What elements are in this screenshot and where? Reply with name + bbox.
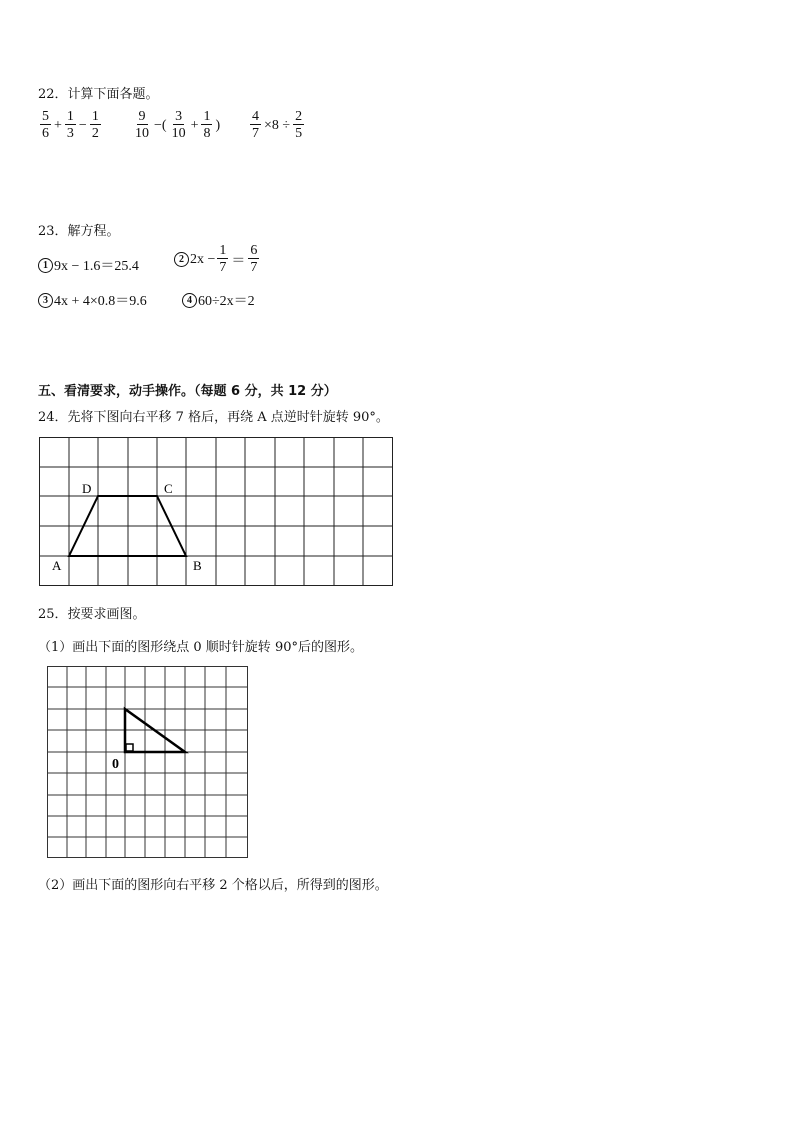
fraction: $\frac{1}{7}$ (219, 243, 227, 275)
vertex-label-a: A (52, 558, 62, 573)
q23-equation-1: 1 9x − 1.6＝25.4 (38, 255, 139, 275)
q23-equation-3: 3 4x + 4×0.8＝9.6 (38, 290, 147, 310)
point-label-o: 0 (112, 757, 119, 772)
vertex-label-c: C (164, 481, 173, 496)
q25-part-2-instruction: （2）画出下面的图形向右平移 2 个格以后，所得到的图形。 (38, 878, 388, 893)
right-angle-marker (126, 744, 133, 751)
vertex-label-d: D (82, 481, 92, 496)
q23-equation-4: 4 60÷2x＝2 (182, 290, 255, 310)
q25-title: 25．按要求画图。 (38, 607, 146, 622)
q24-title: 24．先将下图向右平移 7 格后，再绕 A 点逆时针旋转 90°。 (38, 410, 389, 425)
q23-title: 23．解方程。 (38, 224, 120, 239)
circled-number: 1 (38, 258, 53, 273)
section-5-heading: 五、看清要求，动手操作。（每题 6 分，共 12 分） (38, 384, 337, 399)
circled-number: 4 (182, 293, 197, 308)
q25-part-1-instruction: （1）画出下面的图形绕点 0 顺时针旋转 90°后的图形。 (38, 640, 363, 655)
fraction: $\frac{3}{10}$ (171, 109, 186, 141)
q22-expression-3: $\frac{4}{7}$ ×8 ÷ $\frac{2}{5}$ (252, 109, 303, 141)
fraction: $\frac{4}{7}$ (252, 109, 259, 141)
q22-expression-2: $\frac{9}{10}$ −( $\frac{3}{10}$ + $\frac{1}{8}$ ) (135, 109, 221, 141)
fraction: $\frac{1}{3}$ (66, 109, 74, 141)
circled-number: 2 (174, 252, 189, 267)
fraction: $\frac{1}{8}$ (203, 109, 211, 141)
vertex-label-b: B (193, 558, 202, 573)
q23-equation-2: 2 2x − $\frac{1}{7}$ ＝ $\frac{6}{7}$ (174, 244, 261, 275)
grid-lines (40, 438, 393, 586)
fraction: $\frac{2}{5}$ (295, 109, 303, 141)
fraction: $\frac{6}{7}$ (250, 243, 258, 275)
fraction: $\frac{5}{6}$ (42, 109, 49, 141)
q25-grid-figure (38, 664, 250, 860)
grid-lines (48, 667, 248, 858)
q22-expression-1: $\frac{5}{6}$ + $\frac{1}{3}$ − $\frac{1}{2}$ (42, 109, 99, 141)
q24-grid-figure (38, 436, 394, 588)
fraction: $\frac{1}{2}$ (91, 109, 99, 141)
q22-title: 22．计算下面各题。 (38, 87, 159, 102)
circled-number: 3 (38, 293, 53, 308)
fraction: $\frac{9}{10}$ (135, 109, 149, 141)
